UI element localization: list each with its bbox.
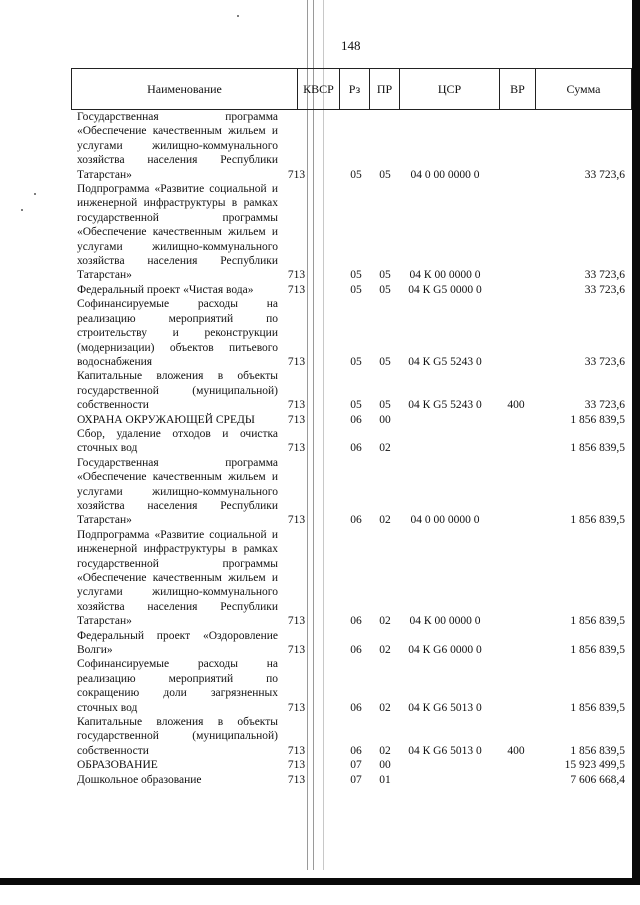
row-kvsr: 713	[287, 399, 306, 412]
row-csr: 04 К G5 0000 0	[408, 283, 482, 296]
row-pr: 02	[379, 701, 391, 714]
row-sum: 15 923 499,5	[564, 759, 625, 772]
row-sum: 33 723,6	[584, 355, 625, 368]
table-row	[71, 773, 632, 787]
row-sum: 1 856 839,5	[570, 644, 625, 657]
row-sum: 33 723,6	[584, 269, 625, 282]
table-row	[71, 110, 632, 182]
header-csr: ЦСР	[400, 69, 500, 109]
row-rz: 07	[350, 773, 362, 786]
table-row	[71, 369, 632, 412]
row-pr: 05	[379, 269, 391, 282]
row-name: Подпрограмма «Развитие социальной и инженерной инфраструктуры в рамках государственной программы «Обеспечение качественным жильем и услугами жилищно-коммунального хозяйства населения Республики Татарстан»	[77, 528, 278, 628]
scan-speck	[237, 15, 239, 17]
row-csr: 04 К G6 5013 0	[408, 744, 482, 757]
row-sum: 1 856 839,5	[570, 442, 625, 455]
row-rz: 05	[350, 399, 362, 412]
row-rz: 05	[350, 283, 362, 296]
row-sum: 1 856 839,5	[570, 514, 625, 527]
row-rz: 06	[350, 701, 362, 714]
row-name: Сбор, удаление отходов и очистка сточных вод	[77, 427, 278, 455]
row-kvsr: 713	[287, 355, 306, 368]
row-pr: 02	[379, 442, 391, 455]
row-rz: 06	[350, 413, 362, 426]
row-pr: 02	[379, 615, 391, 628]
table-row	[71, 528, 632, 629]
page-number: 148	[341, 38, 361, 53]
table-row	[71, 758, 632, 772]
row-sum: 33 723,6	[584, 168, 625, 181]
row-name: Капитальные вложения в объекты государственной (муниципальной) собственности	[77, 370, 278, 412]
row-kvsr: 713	[287, 283, 306, 296]
table-row	[71, 715, 632, 758]
row-kvsr: 713	[287, 442, 306, 455]
row-kvsr: 713	[287, 744, 306, 757]
row-kvsr: 713	[287, 615, 306, 628]
row-kvsr: 713	[287, 759, 306, 772]
table-row	[71, 413, 632, 427]
row-name: Софинансируемые расходы на реализацию мероприятий по сокращению доли загрязненных сточных вод	[77, 658, 278, 714]
row-sum: 1 856 839,5	[570, 615, 625, 628]
header-name: Наименование	[72, 69, 298, 109]
row-sum: 33 723,6	[584, 283, 625, 296]
row-name: ОХРАНА ОКРУЖАЮЩЕЙ СРЕДЫ	[77, 413, 255, 426]
row-sum: 1 856 839,5	[570, 744, 625, 757]
table-row	[71, 427, 632, 456]
row-csr: 04 К G5 5243 0	[408, 399, 482, 412]
row-pr: 00	[379, 413, 391, 426]
row-rz: 05	[350, 355, 362, 368]
row-csr: 04 0 00 0000 0	[410, 514, 480, 527]
row-pr: 02	[379, 744, 391, 757]
row-rz: 05	[350, 269, 362, 282]
row-rz: 06	[350, 615, 362, 628]
row-name: Капитальные вложения в объекты государственной (муниципальной) собственности	[77, 716, 278, 757]
row-name: Федеральный проект «Чистая вода»	[77, 283, 254, 296]
table-row	[71, 182, 632, 283]
row-csr: 04 К 00 0000 0	[409, 269, 481, 282]
row-csr: 04 К G6 5013 0	[408, 701, 482, 714]
row-pr: 05	[379, 168, 391, 181]
row-pr: 05	[379, 355, 391, 368]
header-rz: Рз	[340, 69, 370, 109]
row-pr: 05	[379, 399, 391, 412]
row-vr: 400	[507, 744, 525, 757]
header-kvsr: КВСР	[298, 69, 340, 109]
row-csr: 04 К G5 5243 0	[408, 355, 482, 368]
row-csr: 04 К G6 0000 0	[408, 644, 482, 657]
row-rz: 07	[350, 759, 362, 772]
row-kvsr: 713	[287, 168, 306, 181]
table-row	[71, 629, 632, 658]
row-rz: 06	[350, 442, 362, 455]
row-name: ОБРАЗОВАНИЕ	[77, 759, 158, 772]
row-kvsr: 713	[287, 644, 306, 657]
row-sum: 33 723,6	[584, 399, 625, 412]
row-sum: 7 606 668,4	[570, 773, 625, 786]
row-sum: 1 856 839,5	[570, 701, 625, 714]
row-rz: 06	[350, 644, 362, 657]
row-kvsr: 713	[287, 773, 306, 786]
row-csr: 04 К 00 0000 0	[409, 615, 481, 628]
row-pr: 02	[379, 514, 391, 527]
table-row	[71, 657, 632, 715]
table-header	[71, 68, 632, 110]
row-rz: 06	[350, 744, 362, 757]
scan-border-bottom	[0, 878, 640, 885]
table-row	[71, 297, 632, 369]
row-name: Подпрограмма «Развитие социальной и инженерной инфраструктуры в рамках государственной программы «Обеспечение качественным жильем и услугами жилищно-коммунального хозяйства населения Республики Татарстан»	[77, 183, 278, 282]
row-name: Софинансируемые расходы на реализацию мероприятий по строительству и реконструкции (модернизации) объектов питьевого водоснабжения	[77, 298, 278, 368]
row-name: Государственная программа «Обеспечение качественным жильем и услугами жилищно-коммунального хозяйства населения Республики Татарстан»	[77, 456, 278, 527]
row-sum: 1 856 839,5	[570, 413, 625, 426]
row-name: Федеральный проект «Оздоровление Волги»	[77, 629, 278, 657]
row-name: Дошкольное образование	[77, 773, 202, 786]
row-csr: 04 0 00 0000 0	[410, 168, 480, 181]
table-row	[71, 283, 632, 297]
row-pr: 01	[379, 773, 391, 786]
row-pr: 02	[379, 644, 391, 657]
scan-speck	[21, 209, 23, 211]
row-rz: 05	[350, 168, 362, 181]
scan-speck	[34, 193, 36, 195]
row-pr: 00	[379, 759, 391, 772]
header-pr: ПР	[370, 69, 400, 109]
row-kvsr: 713	[287, 514, 306, 527]
row-name: Государственная программа «Обеспечение качественным жильем и услугами жилищно-коммунального хозяйства населения Республики Татарстан»	[77, 111, 278, 181]
table-row	[71, 456, 632, 528]
row-kvsr: 713	[287, 413, 306, 426]
header-vr: ВР	[500, 69, 536, 109]
row-rz: 06	[350, 514, 362, 527]
row-kvsr: 713	[287, 269, 306, 282]
header-sum: Сумма	[566, 82, 601, 96]
table-body	[71, 110, 632, 787]
scan-border-right	[632, 0, 640, 885]
row-pr: 05	[379, 283, 391, 296]
row-vr: 400	[507, 399, 525, 412]
row-kvsr: 713	[287, 701, 306, 714]
